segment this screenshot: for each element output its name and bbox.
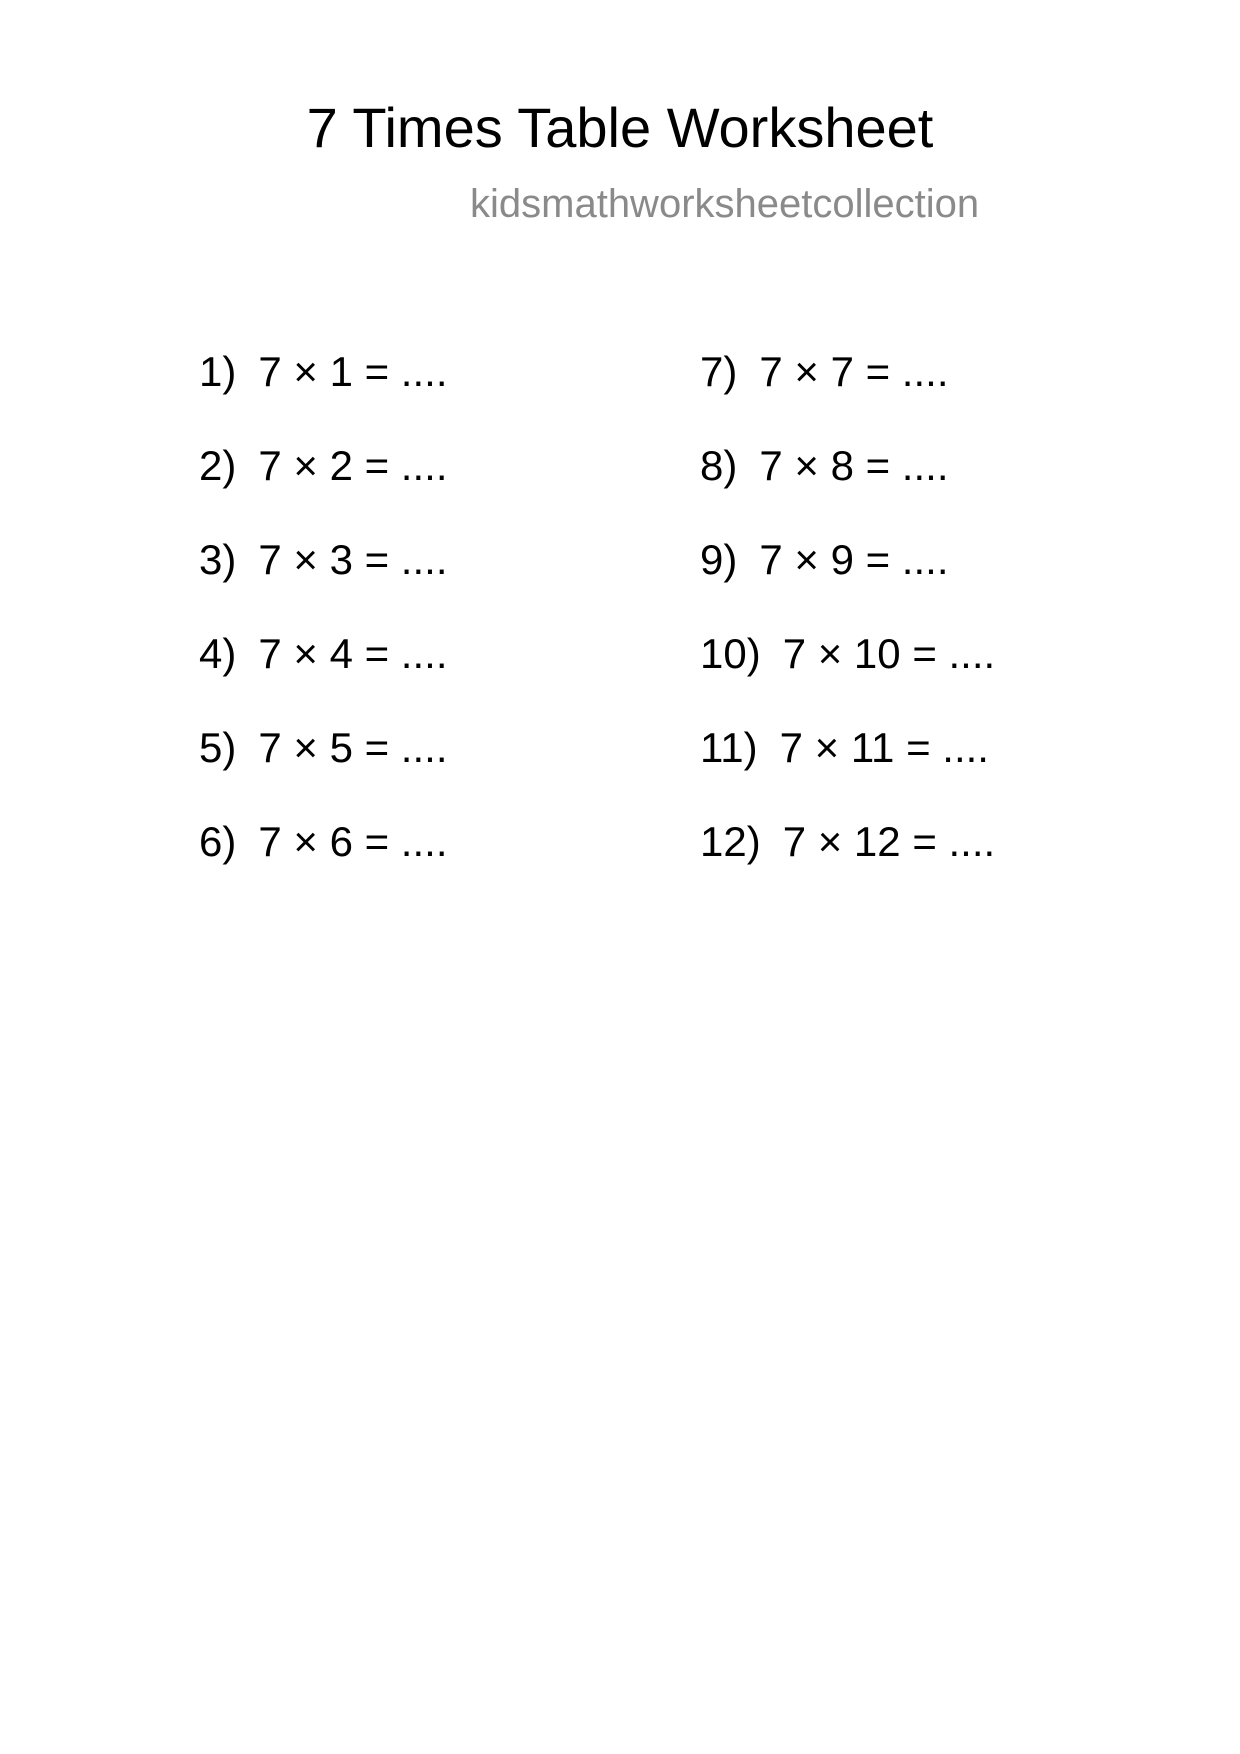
problem-expression: 7 × 9 = .... — [759, 536, 949, 583]
problem-number: 7) — [700, 348, 738, 395]
problem-12 — [700, 817, 995, 867]
problem-number: 5) — [199, 724, 237, 771]
worksheet-title: 7 Times Table Worksheet — [306, 96, 934, 159]
problem-9 — [700, 535, 948, 585]
problem-1 — [199, 347, 447, 397]
problem-number: 9) — [700, 536, 738, 583]
problem-expression: 7 × 7 = .... — [759, 348, 949, 395]
problem-expression: 7 × 6 = .... — [258, 818, 448, 865]
problem-3 — [199, 535, 447, 585]
problem-number: 4) — [199, 630, 237, 677]
problem-expression: 7 × 10 = .... — [782, 630, 996, 677]
problem-number: 3) — [199, 536, 237, 583]
problem-expression: 7 × 2 = .... — [258, 442, 448, 489]
problem-5 — [199, 723, 447, 773]
problem-expression: 7 × 12 = .... — [782, 818, 996, 865]
problem-expression: 7 × 3 = .... — [258, 536, 448, 583]
problem-6 — [199, 817, 447, 867]
problem-number: 12) — [700, 818, 761, 865]
problem-expression: 7 × 5 = .... — [258, 724, 448, 771]
worksheet-subtitle: kidsmathworksheetcollection — [470, 182, 980, 226]
problem-expression: 7 × 4 = .... — [258, 630, 448, 677]
problem-number: 8) — [700, 442, 738, 489]
problem-8 — [700, 441, 948, 491]
problem-number: 10) — [700, 630, 761, 677]
problem-expression: 7 × 11 = .... — [779, 724, 989, 771]
problem-number: 6) — [199, 818, 237, 865]
problem-number: 1) — [199, 348, 237, 395]
problem-expression: 7 × 8 = .... — [759, 442, 949, 489]
problem-number: 11) — [700, 724, 758, 771]
problem-7 — [700, 347, 948, 397]
problem-number: 2) — [199, 442, 237, 489]
problem-expression: 7 × 1 = .... — [258, 348, 448, 395]
problem-10 — [700, 629, 995, 679]
problem-4 — [199, 629, 447, 679]
problem-11 — [700, 723, 989, 773]
problem-2 — [199, 441, 447, 491]
